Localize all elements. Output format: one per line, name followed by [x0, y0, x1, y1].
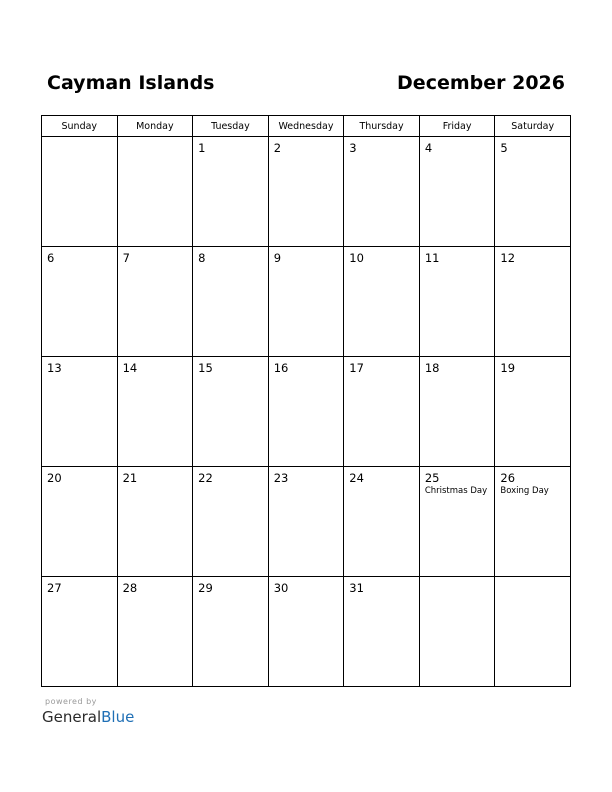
day-number: 21	[122, 471, 138, 485]
week-row	[42, 137, 571, 247]
day-number: 22	[198, 471, 213, 485]
day-cell	[268, 357, 344, 467]
week-row	[42, 247, 571, 357]
day-number: 24	[349, 471, 364, 485]
day-cell	[193, 467, 269, 577]
calendar-grid	[41, 115, 571, 687]
week-row	[42, 357, 571, 467]
day-cell	[495, 577, 571, 687]
day-number: 20	[47, 471, 62, 485]
weekday-header: Sunday	[42, 116, 118, 137]
day-number: 17	[349, 361, 364, 375]
day-cell	[193, 577, 269, 687]
holiday-label: Christmas Day	[424, 486, 488, 496]
day-number: 31	[349, 581, 364, 595]
day-cell	[42, 357, 118, 467]
day-cell	[344, 247, 420, 357]
day-cell	[495, 357, 571, 467]
day-cell	[344, 467, 420, 577]
day-cell	[42, 467, 118, 577]
day-cell	[495, 467, 571, 577]
day-cell	[42, 137, 118, 247]
weekday-header: Friday	[419, 116, 495, 137]
holiday-label: Boxing Day	[500, 486, 549, 496]
weekday-header: Wednesday	[268, 116, 344, 137]
weekday-header: Thursday	[344, 116, 420, 137]
day-cell	[419, 467, 495, 577]
day-cell	[268, 577, 344, 687]
day-number: 25	[424, 471, 440, 485]
day-number: 23	[273, 471, 289, 485]
day-number: 2	[273, 141, 282, 155]
day-cell	[117, 577, 193, 687]
day-cell	[419, 137, 495, 247]
day-number: 4	[424, 141, 433, 155]
day-cell	[117, 357, 193, 467]
day-number: 15	[198, 361, 213, 375]
week-row	[42, 467, 571, 577]
brand-blue: Blue	[101, 708, 135, 726]
brand-general: General	[42, 708, 102, 726]
day-number: 13	[47, 361, 62, 375]
day-number: 10	[349, 251, 364, 265]
day-number: 7	[122, 251, 130, 265]
day-number: 8	[198, 251, 206, 265]
day-cell	[495, 247, 571, 357]
day-cell	[117, 467, 193, 577]
generalblue-logo[interactable]	[42, 708, 134, 726]
weekday-header: Monday	[117, 116, 193, 137]
day-cell	[495, 137, 571, 247]
day-number: 28	[122, 581, 138, 595]
weekday-header: Saturday	[495, 116, 571, 137]
day-number: 3	[349, 141, 357, 155]
day-number: 1	[198, 141, 206, 155]
day-cell	[193, 357, 269, 467]
day-number: 6	[47, 251, 55, 265]
day-cell	[419, 357, 495, 467]
day-cell	[117, 137, 193, 247]
weekday-header: Tuesday	[193, 116, 269, 137]
day-number: 30	[273, 581, 289, 595]
country-title: Cayman Islands	[47, 72, 215, 94]
day-number: 26	[500, 471, 516, 485]
day-number: 11	[424, 251, 440, 265]
day-cell	[42, 577, 118, 687]
day-cell	[117, 247, 193, 357]
weekday-header-row	[42, 116, 571, 137]
day-number: 27	[47, 581, 62, 595]
day-cell	[268, 137, 344, 247]
day-cell	[344, 357, 420, 467]
day-cell	[344, 577, 420, 687]
day-cell	[419, 577, 495, 687]
powered-by-text: powered by	[45, 697, 97, 706]
week-row	[42, 577, 571, 687]
day-cell	[268, 247, 344, 357]
day-number: 18	[424, 361, 440, 375]
day-cell	[344, 137, 420, 247]
day-number: 9	[273, 251, 282, 265]
day-number: 5	[500, 141, 508, 155]
month-year-title: December 2026	[397, 72, 565, 94]
day-number: 16	[273, 361, 289, 375]
day-number: 29	[198, 581, 213, 595]
day-cell	[42, 247, 118, 357]
day-cell	[193, 247, 269, 357]
day-cell	[268, 467, 344, 577]
day-number: 19	[500, 361, 516, 375]
day-cell	[193, 137, 269, 247]
day-cell	[419, 247, 495, 357]
day-number: 12	[500, 251, 516, 265]
day-number: 14	[122, 361, 138, 375]
